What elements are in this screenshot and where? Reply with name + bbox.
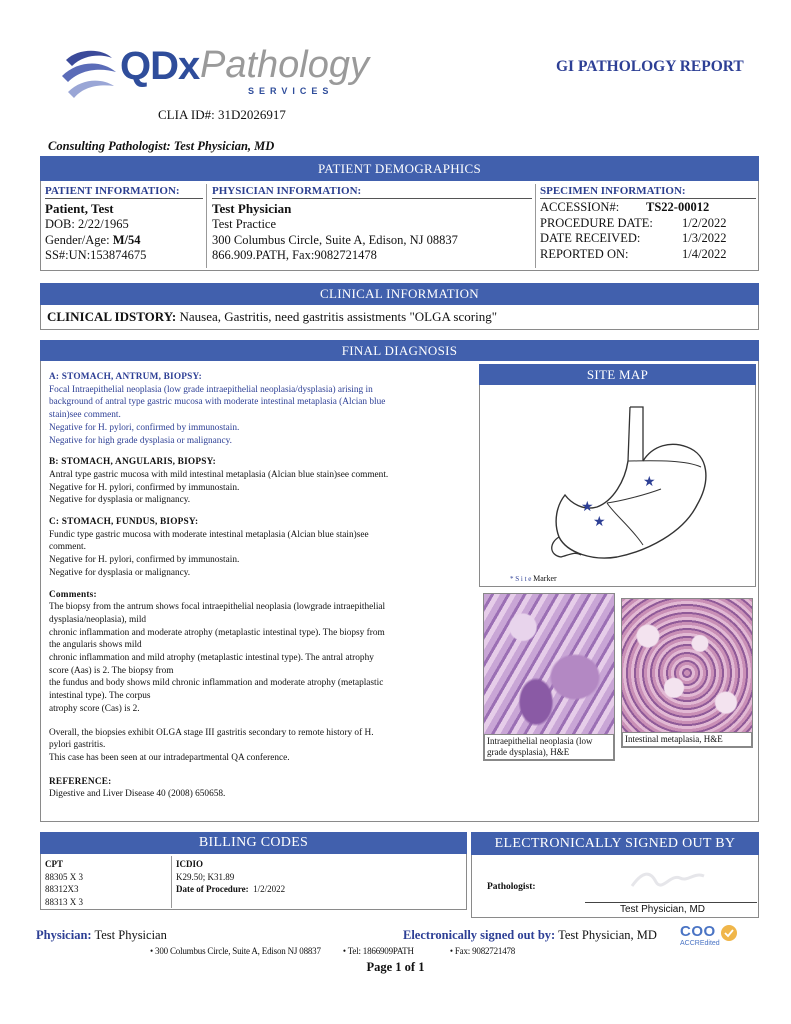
date-received-row: DATE RECEIVED: 1/3/2022 (540, 231, 727, 245)
accession-number: TS22-00012 (646, 200, 710, 214)
procedure-date-row: PROCEDURE DATE: 1/2/2022 (540, 215, 727, 230)
signature-image (628, 864, 708, 894)
site-marker-symbol: * S i t e (510, 575, 532, 583)
reference-heading: REFERENCE: (49, 776, 112, 787)
clinical-history-text: Nausea, Gastritis, need gastritis assistments "OLGA scoring" (179, 309, 497, 324)
footer-signed-out: Electronically signed out by: Test Physician, MD (403, 928, 657, 942)
site-star-b-icon: ★ (581, 500, 594, 515)
consulting-pathologist: Consulting Pathologist: Test Physician, MD (48, 139, 275, 153)
comments-heading: Comments: (49, 589, 97, 600)
part-a-line: background of antral type gastric mucosa with moderate intestinal metaplasia (Alcian blue (49, 397, 386, 408)
caption-dysplasia: Intraepithelial neoplasia (low grade dysplasia), H&E (484, 734, 614, 760)
bullet-icon: • (150, 946, 153, 956)
logo-swoosh-icon (58, 46, 120, 102)
diagnosis-bar: FINAL DIAGNOSIS (40, 340, 759, 361)
part-b-line: Negative for dysplasia or malignancy. (49, 495, 191, 506)
part-a-heading: A: STOMACH, ANTRUM, BIOPSY: (49, 372, 202, 382)
demographics-bar: PATIENT DEMOGRAPHICS (40, 156, 759, 181)
physician-practice: Test Practice (212, 217, 277, 231)
cpt-column (45, 858, 83, 908)
caption-metaplasia: Intestinal metaplasia, H&E (622, 732, 752, 747)
demographics-divider-2 (535, 184, 536, 268)
cpt-code: 88305 X 3 (45, 871, 83, 882)
physician-name: Test Physician (212, 201, 292, 216)
demographics-divider-1 (206, 184, 207, 268)
comment-line: the angularis shows mild (49, 640, 142, 651)
clia-id: CLIA ID#: 31D2026917 (158, 107, 286, 122)
bullet-icon: • (449, 946, 453, 956)
part-a-line: stain)see comment. (49, 410, 121, 421)
footer-address: 300 Columbus Circle, Suite A, Edison NJ 08837 (155, 946, 321, 956)
comment-line: atrophy score (Cas) is 2. (49, 703, 140, 714)
overall-line: This case has been seen at our intradepartmental QA conference. (49, 752, 290, 763)
billing-divider (171, 856, 172, 908)
patient-dob: DOB: 2/22/1965 (45, 217, 129, 231)
cpt-code: 88313 X 3 (45, 896, 83, 907)
reported-on-row: REPORTED ON: 1/4/2022 (540, 246, 727, 261)
comment-line: dysplasia/neoplasia), mild (49, 614, 147, 625)
accreditation-badge-sub: ACCREdited (680, 940, 720, 947)
site-star-c-icon: ★ (593, 515, 606, 530)
overall-line: pylori gastritis. (49, 740, 106, 751)
patient-name: Patient, Test (45, 201, 114, 216)
histology-image-metaplasia (621, 598, 753, 748)
logo-services: SERVICES (248, 86, 334, 96)
accreditation-badge-text: COO (680, 923, 716, 940)
overall-line: Overall, the biopsies exhibit OLGA stage III gastritis secondary to remote history of H. (49, 727, 374, 738)
stomach-diagram (535, 395, 755, 575)
accession-row: ACCESSION#: TS22-00012 (540, 200, 710, 214)
icd-column (176, 858, 285, 896)
patient-section (45, 185, 203, 264)
diagnosis-part-a (49, 371, 477, 447)
billing-bar: BILLING CODES (40, 832, 467, 854)
pathologist-label: Pathologist: (487, 882, 536, 892)
signout-bar: ELECTRONICALLY SIGNED OUT BY (471, 832, 759, 855)
physician-phone: 866.909.PATH, Fax:9082721478 (212, 248, 377, 262)
logo-brand: QDx (120, 44, 200, 88)
diagnosis-reference (49, 776, 477, 801)
part-b-line: Negative for H. pylori, confirmed by immunostain. (49, 482, 240, 493)
part-c-line: Fundic type gastric mucosa with moderate intestinal metaplasia (Alcian blue stain)see (49, 529, 369, 540)
site-marker-legend (510, 574, 557, 583)
part-a-line: Focal Intraepithelial neoplasia (low grade intraepithelial neoplasia/dysplasia) arising in (49, 384, 373, 395)
site-map-bar: SITE MAP (479, 364, 756, 385)
reference-text: Digestive and Liver Disease 40 (2008) 650658. (49, 789, 226, 800)
icd-codes: K29.50; K31.89 (176, 871, 235, 882)
logo (58, 44, 368, 102)
part-c-line: Negative for H. pylori, confirmed by immunostain. (49, 555, 240, 566)
procedure-date: Date of Procedure: 1/2/2022 (176, 884, 286, 894)
cpt-code: 88312X3 (45, 884, 79, 894)
footer-fax: Fax: 9082721478 (454, 946, 516, 956)
part-b-line: Antral type gastric mucosa with mild intestinal metaplasia (Alcian blue stain)see comment. (49, 469, 389, 480)
comment-line: chronic inflammation and moderate atrophy (metaplastic intestinal type). The biopsy from (49, 627, 385, 638)
footer-tel: Tel: 1866909PATH (347, 946, 414, 956)
specimen-info-header: SPECIMEN INFORMATION: (540, 185, 756, 199)
accreditation-seal-icon (720, 924, 738, 942)
pathologist-name: Test Physician, MD (620, 904, 706, 915)
diagnosis-text (49, 371, 477, 801)
comment-line: intestinal type). The corpus (49, 691, 151, 702)
page-number: Page 1 of 1 (366, 960, 425, 974)
comment-line: chronic inflammation and mild atrophy (metaplastic intestinal type). The antral atrophy (49, 653, 374, 664)
part-a-line: Negative for high grade dysplasia or malignancy. (49, 435, 232, 446)
diagnosis-part-b (49, 456, 477, 507)
physician-address: 300 Columbus Circle, Suite A, Edison, NJ 08837 (212, 232, 458, 247)
comment-line: The biopsy from the antrum shows focal intraepithelial neoplasia (lowgrade intraepithelial (49, 602, 386, 613)
diagnosis-comments (49, 589, 477, 716)
physician-info-header: PHYSICIAN INFORMATION: (212, 185, 532, 199)
part-b-heading: B: STOMACH, ANGULARIS, BIOPSY: (49, 457, 216, 468)
histology-image-dysplasia (483, 593, 615, 761)
bullet-icon: • (342, 946, 346, 956)
footer-physician: Physician: Test Physician (36, 928, 167, 942)
footer-contact (150, 946, 515, 956)
diagnosis-overall (49, 727, 477, 765)
clinical-bar: CLINICAL INFORMATION (40, 283, 759, 305)
comment-line: the fundus and body shows mild chronic inflammation and moderate atrophy (metaplastic (49, 678, 384, 689)
clinical-history-label: CLINICAL IDSTORY: (47, 309, 177, 324)
clinical-history (47, 309, 497, 325)
part-a-line: Negative for H. pylori, confirmed by immunostain. (49, 422, 240, 433)
diagnosis-part-c (49, 516, 477, 580)
part-c-line: comment. (49, 542, 86, 553)
physician-section (212, 185, 532, 264)
part-c-heading: C: STOMACH, FUNDUS, BIOPSY: (49, 517, 199, 528)
signature-line (585, 902, 757, 903)
comment-line: score (Aas) is 2. The biopsy from (49, 665, 174, 676)
patient-info-header: PATIENT INFORMATION: (45, 185, 203, 199)
accreditation-badge (680, 923, 740, 959)
site-star-a-icon: ★ (643, 475, 656, 490)
patient-gender-age: Gender/Age: M/54 (45, 232, 141, 247)
cpt-heading: CPT (45, 859, 63, 869)
part-c-line: Negative for dysplasia or malignancy. (49, 567, 191, 578)
logo-name: Pathology (200, 44, 370, 86)
report-title: GI PATHOLOGY REPORT (556, 58, 744, 75)
site-marker-label: Marker (533, 574, 557, 583)
icd-heading: ICDIO (176, 859, 204, 869)
specimen-section (540, 185, 756, 262)
patient-ss: SS#: UN:153874675 (45, 248, 147, 262)
